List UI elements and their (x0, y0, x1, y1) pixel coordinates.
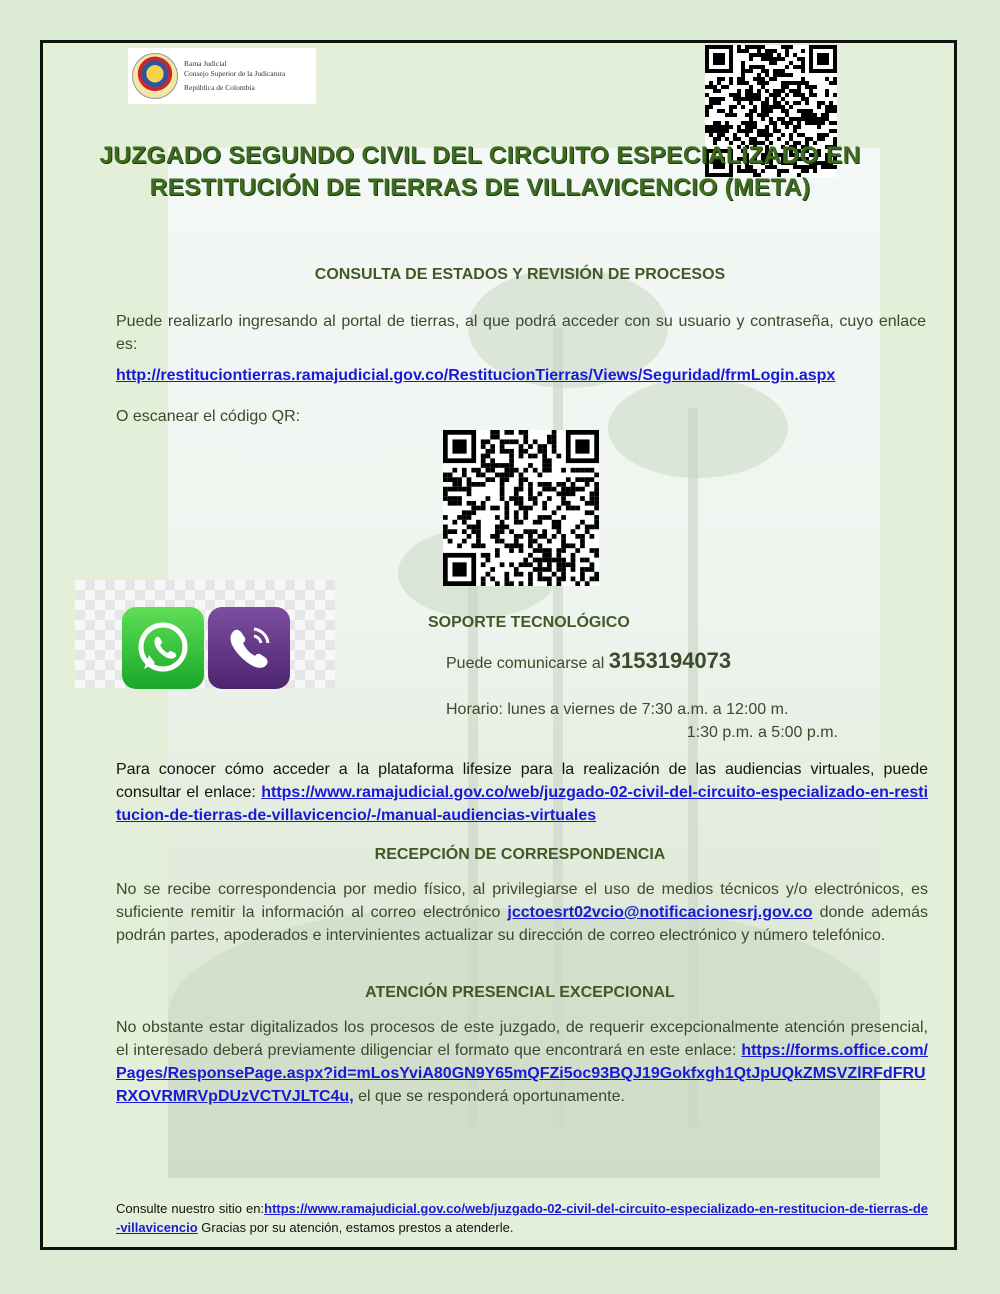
correspondencia-text-after: donde además podrán partes, apoderados e intervinientes actualizar su dirección de correo electrónico y número telefónico. (116, 904, 929, 944)
manual-audiencias-link[interactable]: https://www.ramajudicial.gov.co/web/juzgado-02-civil-del-circuito-especializado-en-restitucion-de-tierras-de-villavicencio/-/manual-audiencias-virtuales (116, 784, 929, 824)
consulta-text: Puede realizarlo ingresando al portal de tierras, al que podrá acceder con su usuario y contraseña, cuyo enlace es: (116, 313, 926, 353)
page-title: JUZGADO SEGUNDO CIVIL DEL CIRCUITO ESPECIALIZADO EN RESTITUCIÓN DE TIERRAS DE VILLAVICENCIO (META) (99, 142, 861, 201)
atencion-text: No obstante estar digitalizados los procesos de este juzgado, de requerir excepcionalmente atención presencial, el interesado deberá previamente diligenciar el formato que encontrará en este enlace: (116, 1019, 928, 1059)
email-link[interactable]: jcctoesrt02vcio@notificacionesrj.gov.co (507, 904, 813, 921)
portal-tierras-link[interactable]: http://restituciontierras.ramajudicial.gov.co/RestitucionTierras/Views/Seguridad/frmLogin.aspx (116, 367, 836, 384)
whatsapp-icon (122, 607, 204, 689)
viber-icon (208, 607, 290, 689)
lifesize-paragraph (116, 758, 928, 827)
soporte-heading: SOPORTE TECNOLÓGICO (428, 614, 630, 631)
messaging-apps-image (75, 580, 335, 688)
atencion-heading: ATENCIÓN PRESENCIAL EXCEPCIONAL (365, 984, 675, 1001)
footer (116, 1199, 928, 1237)
forms-office-link[interactable]: https://forms.office.com/Pages/ResponsePage.aspx?id=mLosYviA80GN9Y65mQFZi5oc93BQJ19Gokfxgh1QtJpUQkZMSVZlRFdFRURXOVRMRVpDUzVCTVJLTC4u, (116, 1042, 928, 1105)
correspondencia-paragraph (116, 878, 928, 947)
qr-code-portal (443, 430, 599, 586)
atencion-text-after: el que se responderá oportunamente. (358, 1088, 625, 1105)
atencion-paragraph (116, 1016, 928, 1108)
phone-number: 3153194073 (608, 648, 732, 673)
colombia-seal-icon (132, 53, 178, 99)
footer-suffix: Gracias por su atención, estamos prestos a atenderle. (201, 1220, 514, 1235)
correspondencia-text: No se recibe correspondencia por medio físico, al privilegiarse el uso de medios técnicos y/o electrónicos, es suficiente remitir la información al correo electrónico (116, 881, 928, 921)
site-link[interactable]: https://www.ramajudicial.gov.co/web/juzgado-02-civil-del-circuito-especializado-en-restitucion-de-tierras-de-villavicencio (116, 1201, 928, 1235)
contact-line (446, 648, 866, 674)
qr-instruction-text: O escanear el código QR: (116, 408, 301, 425)
correspondencia-heading: RECEPCIÓN DE CORRESPONDENCIA (374, 846, 666, 863)
hours-line-1: Horario: lunes a viernes de 7:30 a.m. a 12:00 m. (446, 701, 789, 718)
logo-text: Rama Judicial Consejo Superior de la Judicatura República de Colombia (184, 59, 286, 92)
consulta-heading: CONSULTA DE ESTADOS Y REVISIÓN DE PROCESOS (314, 266, 726, 283)
rama-judicial-logo (128, 48, 316, 104)
contact-text: Puede comunicarse al (446, 655, 605, 672)
hours-line-2: 1:30 p.m. a 5:00 p.m. (686, 724, 838, 741)
footer-prefix: Consulte nuestro sitio en: (116, 1201, 265, 1216)
lifesize-text: Para conocer cómo acceder a la plataforma lifesize para la realización de las audiencias virtuales, puede consultar el enlace: (116, 761, 928, 801)
